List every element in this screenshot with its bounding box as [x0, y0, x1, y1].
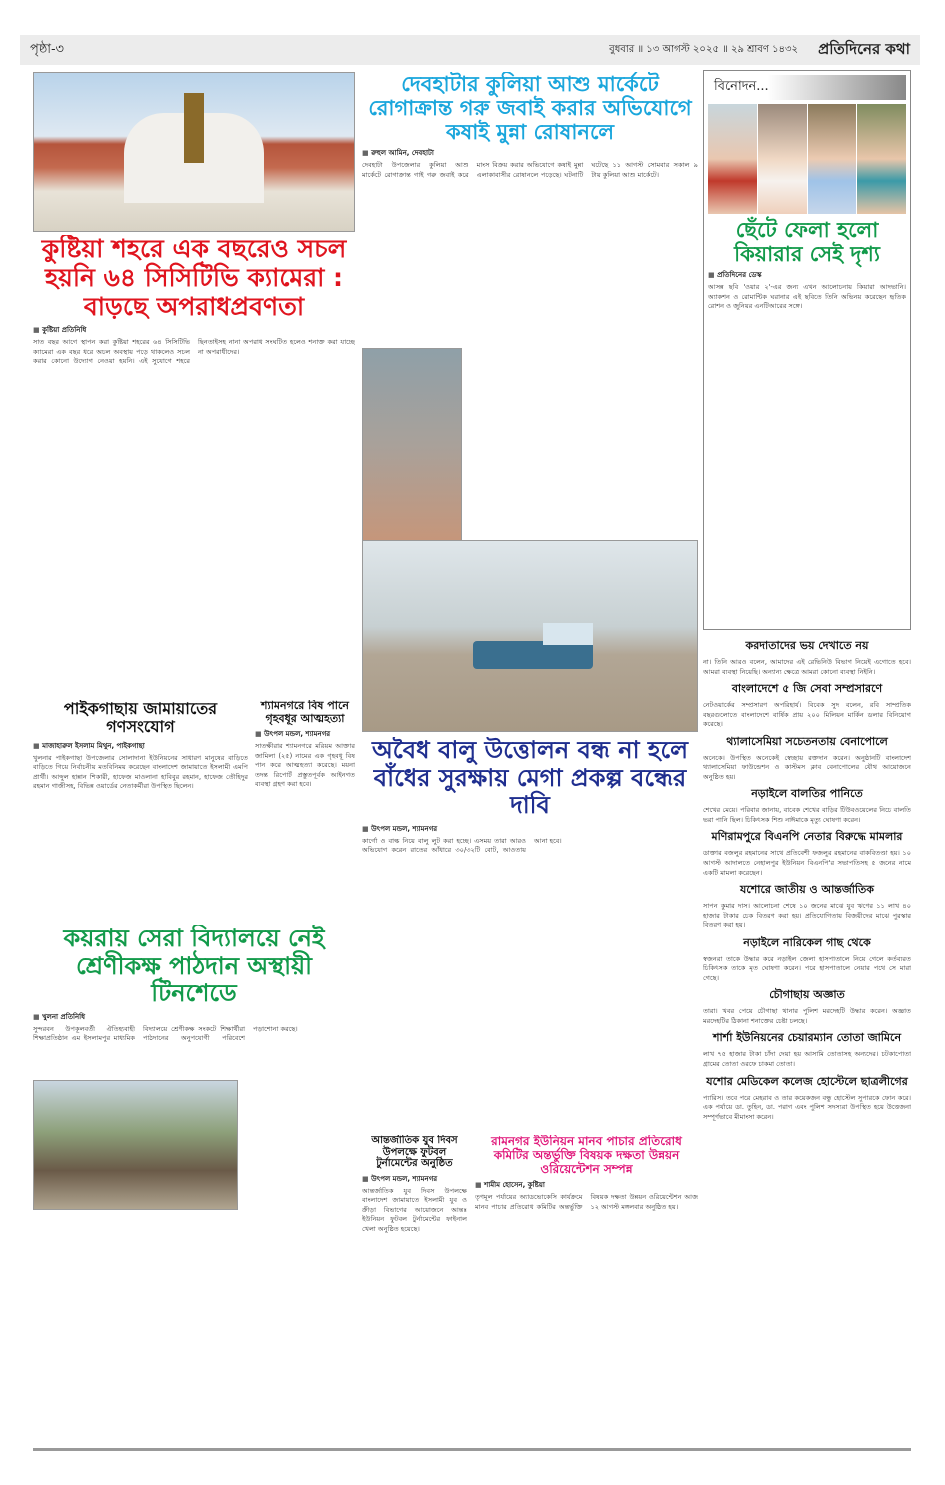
jump-body: অনেকে। উপস্থিত অনেকেই স্বেচ্ছায় রক্তদান করেন। অনুষ্ঠানটি বাংলাদেশ থ্যালাসেমিয়া ফাউন্ডেশন ও কাস্টমস ক্লাব বেনাপোলের যৌথ আয়োজনে অনুষ্ঠিত হয়। — [703, 753, 911, 781]
river-boat-photo — [362, 540, 698, 732]
paikgacha-body: খুলনার পাইকগাছা উপজেলার সোলাদানা ইউনিয়নের সাধারণ মানুষের বাড়িতে বাড়িতে গিয়ে নির্বাচনীয় মতবিনিময় করেছেন বাংলাদেশ জামায়াতে ইসলামী এমপি প্রার্থী। আব্দুল হান্নান শিকারী, হাফেজ মাওলানা হাবিবুর রহমান, হাফেজ তৌহিদুর রহমান গাজীসহ, বিভিন্ন ওয়ার্ডের নেতাকর্মীরা উপস্থিত ছিলেন। — [33, 753, 248, 791]
ramnagar-byline: ■ শামীম হোসেন, কুষ্টিয়া — [475, 1179, 698, 1191]
football-article — [362, 1135, 467, 1455]
football-byline: ■ উৎপল মন্ডল, শ্যামনগর — [362, 1173, 467, 1185]
paikgacha-article — [33, 700, 248, 900]
page-number: পৃষ্ঠা-৩ — [30, 41, 64, 57]
jump-title: যশোর মেডিকেল কলেজ হোস্টেলে ছাত্রলীগের — [706, 1074, 908, 1088]
debhata-body: দেবহাটা উপজেলার কুলিয়া আশু মার্কেটে রোগাক্রান্ত গাই গরু জবাই করে মাংস বিক্রয় করার অভিযোগে কষাই মুন্না এলাকাবাসীর রোষানলে পড়েছে। ঘটনাটি ঘটেছে ১১ আগস্ট সোমবার সকাল ৯ টায় কুলিয়া আশু মার্কেটে। — [362, 161, 698, 179]
footer-rule — [33, 1448, 911, 1451]
entertainment-box — [703, 70, 911, 630]
jump-title: নড়াইলে বালতির পানিতে — [751, 787, 863, 801]
kiara-byline: ■ প্রতিদিনের ডেস্ক — [708, 269, 906, 281]
jump-title: করদাতাদের ভয় দেখাতে নয় — [745, 639, 869, 652]
paikgacha-byline: ■ মাজাহারুল ইসলাম মিথুন, পাইকগাছা — [33, 740, 248, 752]
koyra-body: সুন্দরবন উপকূলবর্তী ঐতিহ্যবাহী শিক্ষাপ্রতিষ্ঠান এম ইসলামপুর মাধ্যমিক বিদ্যালয়ে শ্রেণীকক্ষ সংকটে শিক্ষার্থীরা পাঠদানের অনুপযোগী পরিবেশে পড়াশোনা করছে। — [33, 1024, 298, 1043]
jump-body: শেখের মেয়ে। পরিবার জানায়, বাবেক শেখের বাড়ির টিউবওয়েলের নিচে বালতি ভরা পানি ছিল। চিকিৎসক শিশু নাঈমাকে মৃত্যু ঘোষণা করেন। — [703, 806, 911, 824]
jump-title: মণিরামপুরে বিএনপি নেতার বিরুদ্ধে মামলার — [711, 830, 903, 844]
jump-body: ডাক্তার বজলুর রহমানের সাথে প্রতিবেশী ফজলুর রহমানের বাকবিতণ্ডা হয়। ১০ আগস্ট আদালতে নেহালপুর ইউনিয়ন বিএনপি'র সভাপতিসহ ৫ জনের নামে একটি মামলা করেছেন। — [703, 849, 911, 877]
shyamnagar-poison-headline: শ্যামনগরে বিষ পানে গৃহবধূর আত্মহত্যা — [261, 700, 349, 725]
debhata-headline: দেবহাটার কুলিয়া আশু মার্কেটে রোগাক্রান্ত গরু জবাই করার অভিযোগে কষাই মুন্না রোষানলে — [368, 72, 692, 145]
debhata-cattle-photo — [362, 348, 462, 543]
football-body: আন্তর্জাতিক যুব দিবস উপলক্ষে বাংলাদেশ জামায়াতে ইসলামী যুব ও ক্রীড়া বিভাগের আয়োজনে আন্তঃ ইউনিয়ন ফুটবল টুর্নামেন্টের ফাইনাল খেলা অনুষ্ঠিত হয়েছে। — [362, 1186, 467, 1233]
jump-title: যশোরে জাতীয় ও আন্তর্জাতিক — [740, 883, 874, 897]
sand-byline: ■ উৎপল মন্ডল, শ্যামনগর — [362, 823, 698, 835]
kushtia-body: সাত বছর আগে স্থাপন করা কুষ্টিয়া শহরের ৬৪ সিসিটিভি ক্যামেরা এক বছর ধরে অচল অবস্থায় পড়ে থাকলেও সচল করার কোনো উদ্যোগ নেওয়া হয়নি। এই সুযোগে শহরে ছিনতাইসহ নানা অপরাধ সংঘটিত হলেও শনাক্ত করা যাচ্ছে না অপরাধীদের। — [33, 338, 355, 366]
shyamnagar-poison-body: সাতক্ষীরার শ্যামনগরে মরিয়ম আক্তার জামিলা (২৫) নামের এক গৃহবধূ বিষ পান করে আত্মহত্যা করেছে। ময়না তদন্ত রিপোর্ট প্রস্তুতপূর্বক আইনগত ব্যবস্থা গ্রহণ করা হবে। — [255, 742, 355, 789]
jump-body: স্বজনরা তাকে উদ্ধার করে নড়াইল জেলা হাসপাতালে নিয়ে গেলে কর্তব্যরত চিকিৎসক তাকে মৃত ঘোষণা করেন। পরে হাসপাতালে নেয়ার পথে সে মারা গেছে। — [703, 954, 911, 982]
page-header — [20, 35, 920, 65]
jump-body: নেটওয়ার্কের সম্প্রসারণ অপরিহার্য। বিবেক সুদ বলেন, রবি সাম্প্রতিক বছরগুলোতে বাংলাদেশে বার্ষিক প্রায় ২০০ মিলিয়ন মার্কিন ডলার বিনিয়োগ করেছে। — [703, 701, 911, 729]
ramnagar-article — [475, 1135, 698, 1455]
shyamnagar-poison-byline: ■ উৎপল মন্ডল, শ্যামনগর — [255, 728, 355, 740]
debhata-byline: ■ রুহুল আমিন, দেবহাটা — [362, 147, 698, 159]
koyra-byline: ■ খুলনা প্রতিনিধি — [33, 1011, 355, 1023]
shyamnagar-poison-article — [255, 700, 355, 900]
jump-body: তারা। খবর পেয়ে চৌগাছা থানার পুলিশ মরদেহটি উদ্ধার করেন। অজ্ঞাত মরদেহটির ঠিকানা শনাক্তের চেষ্টা চলছে। — [703, 1007, 911, 1025]
jump-body: সাপন কুমার দাস। আলোচনা শেষে ১০ জনের মাঝে যুব ঋণের ১১ লাখ ৪০ হাজার টাকার চেক বিতরণ করা হয়। প্রতিযোগিতায় বিজয়ীদের মাঝে পুরস্কার বিতরণ করা হয়। — [703, 902, 911, 930]
jump-stories — [703, 634, 911, 1449]
koyra-headline: কয়রায় সেরা বিদ্যালয়ে নেই শ্রেণীকক্ষ পাঠদান অস্থায়ী টিনশেডে — [63, 925, 325, 1008]
kiara-body: আসন্ন ছবি 'ওয়ার ২'-এর জন্য এখন আলোচনায় কিয়ারা আদভানি। অ্যাকশন ও রোমান্টিক ঘরানার এই ছবিতে তিনি অভিনয় করেছেন হৃতিক রোশন ও জুনিয়র এনটিআরের সঙ্গে। — [708, 283, 906, 311]
kushtia-monument-photo — [33, 72, 355, 232]
ramnagar-headline: রামনগর ইউনিয়ন মানব পাচার প্রতিরোধ কমিটির অন্তর্ভুক্তি বিষয়ক দক্ষতা উন্নয়ন ওরিয়েন্টেশন সম্পন্ন — [491, 1135, 682, 1176]
sand-body: কার্গো ও বাল্ক নিয়ে বালু লুট করা হচ্ছে। এসময় তারা আরও অভিযোগ করেন রাতের আঁধারে ৩০/৩২টি বোট, আওতায় আনা হবে। — [362, 836, 562, 855]
jump-title: শার্শা ইউনিয়নের চেয়ারম্যান তোতা জামিনে — [712, 1031, 902, 1045]
kushtia-article — [33, 235, 355, 685]
jump-title: চৌগাছায় অজ্ঞাত — [769, 988, 845, 1002]
jump-title: থ্যালাসেমিয়া সচেতনতায় বেনাপোলে — [726, 734, 888, 748]
kushtia-headline: কুষ্টিয়া শহরে এক বছরেও সচল হয়নি ৬৪ সিসিটিভি ক্যামেরা : বাড়ছে অপরাধপ্রবণতা — [41, 235, 347, 321]
section-banner — [708, 75, 906, 100]
jump-body: লাখ ৭৫ হাজার টাকা চাঁদা দেয়া হয় আসামি তোতাসহ অন্যদের। চটকাপোতা গ্রামের তোতা ওরফে চাকমা তোতা। — [703, 1050, 911, 1069]
jump-title: বাংলাদেশে ৫ জি সেবা সম্প্রসারণে — [731, 682, 883, 696]
issue-date: বুধবার ॥ ১৩ আগস্ট ২০২৫ ॥ ২৯ শ্রাবণ ১৪৩২ — [609, 43, 799, 55]
school-tinshed-photo — [33, 1080, 238, 1210]
sand-headline: অবৈধ বালু উত্তোলন বন্ধ না হলে বাঁধের সুরক্ষায় মেগা প্রকল্প বন্ধের দাবি — [371, 737, 689, 820]
kushtia-byline: ■ কুষ্টিয়া প্রতিনিধি — [33, 324, 355, 336]
sand-article — [362, 737, 698, 1117]
ramnagar-body: তৃণমূল পর্যায়ের অ্যাডভোকেসি কার্যক্রমে মানব পাচার প্রতিরোধ কমিটির অন্তর্ভুক্তি বিষয়ক দক্ষতা উন্নয়ন ওরিয়েন্টেশন আজ ১২ আগস্ট মঙ্গলবার অনুষ্ঠিত হয়। — [475, 1193, 698, 1211]
paikgacha-headline: পাইকগাছায় জামায়াতের গণসংযোগ — [63, 700, 218, 737]
football-headline: আন্তর্জাতিক যুব দিবস উপলক্ষে ফুটবল টুর্নামেন্টের অনুষ্ঠিত — [371, 1135, 458, 1169]
section-label: বিনোদন... — [714, 79, 769, 94]
jump-title: নড়াইলে নারিকেল গাছ থেকে — [743, 935, 871, 949]
jump-body: প্যারিস। তবে পরে মেহরাব ও তার কয়েকজন বন্ধু হোস্টেল সুপারকে ফোন করে। এক পর্যায়ে ডা. তুহিন, ডা. পরাগ এবং পুলিশ সদস্যরা উপস্থিত হয়ে উত্তেজনা সম্পূর্ণভাবে মীমাংসা করেন। — [703, 1093, 911, 1121]
masthead-logo: প্রতিদিনের কথা — [818, 39, 910, 58]
kiara-photo-strip — [708, 104, 906, 214]
kiara-headline: ছেঁটে ফেলা হলো কিয়ারার সেই দৃশ্য — [734, 218, 880, 267]
jump-body: না। তিনি আরও বলেন, আমাদের এই রেভিনিউ বিভাগ নিয়েই এগোতে হবে। আমরা ব্যবস্থা নিয়েছি। অন্যান্য ক্ষেত্রে আমরা কোনো ব্যবস্থা নিইনি। — [703, 658, 911, 676]
